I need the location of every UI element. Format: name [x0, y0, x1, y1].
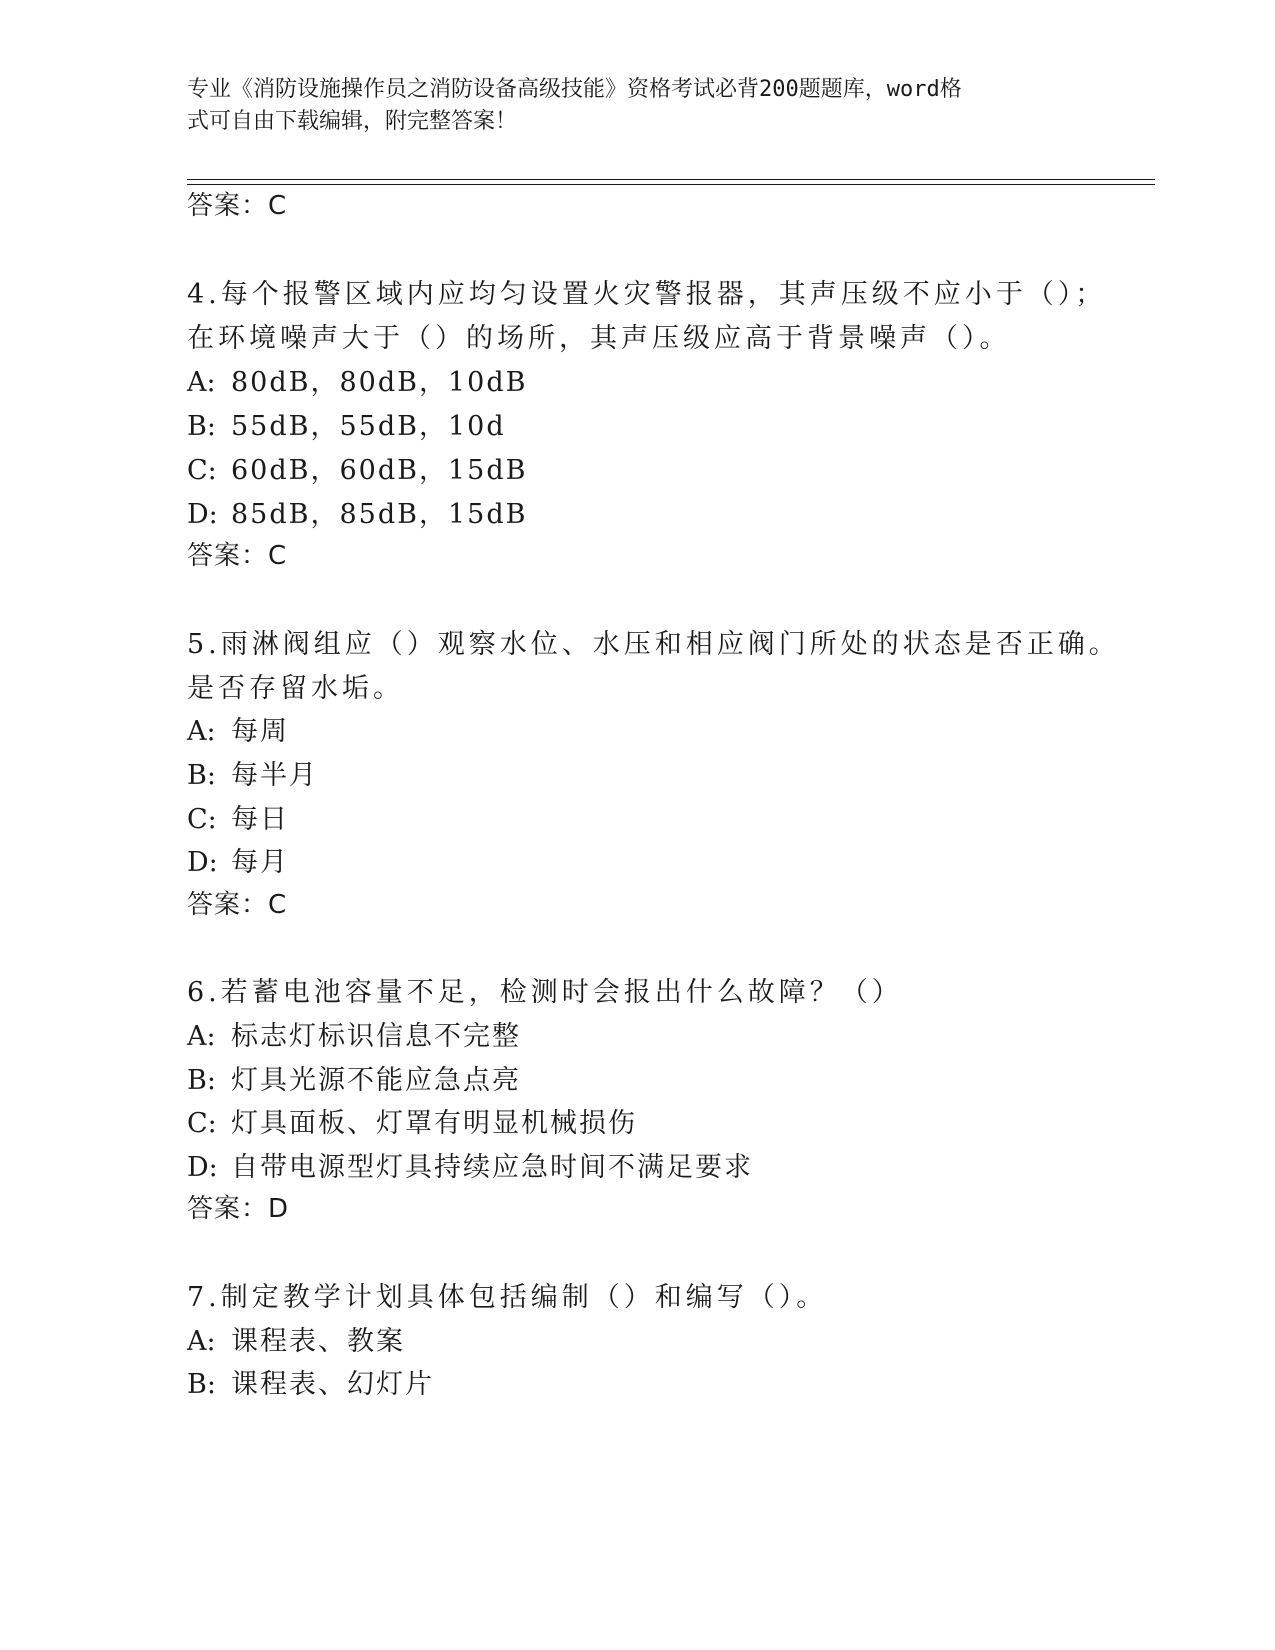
question-6-option-c: C: 灯具面板、灯罩有明显机械损伤	[187, 1108, 637, 1139]
answer-q5: 答案：C	[187, 890, 288, 920]
header-line-1: 专业《消防设施操作员之消防设备高级技能》资格考试必背200题题库，word格	[187, 77, 962, 102]
question-5-option-b: B: 每半月	[187, 760, 318, 791]
page-header	[187, 74, 1067, 138]
question-7-line-1: 7.制定教学计划具体包括编制（）和编写（）。	[187, 1282, 828, 1313]
question-4-option-d: D: 85dB，85dB，15dB	[187, 499, 528, 530]
question-4-line-2: 在环境噪声大于（）的场所，其声压级应高于背景噪声（）。	[187, 323, 1011, 354]
question-7-option-b: B: 课程表、幻灯片	[187, 1369, 434, 1400]
header-divider-bottom	[187, 184, 1155, 185]
question-5-option-d: D: 每月	[187, 847, 289, 878]
question-6-line-1: 6.若蓄电池容量不足，检测时会报出什么故障？（）	[187, 977, 903, 1008]
question-6-option-b: B: 灯具光源不能应急点亮	[187, 1065, 521, 1096]
question-5-option-a: A: 每周	[187, 716, 289, 747]
question-4-line-1: 4.每个报警区域内应均匀设置火灾警报器，其声压级不应小于（）；	[187, 279, 1107, 310]
header-divider-top	[187, 179, 1155, 180]
question-4-option-b: B: 55dB，55dB，10d	[187, 411, 506, 442]
question-6-option-a: A: 标志灯标识信息不完整	[187, 1021, 521, 1052]
question-7-option-a: A: 课程表、教案	[187, 1326, 405, 1357]
answer-q4: 答案：C	[187, 541, 288, 571]
answer-q3: 答案：C	[187, 191, 288, 221]
question-4-option-c: C: 60dB，60dB，15dB	[187, 455, 528, 486]
question-5-option-c: C: 每日	[187, 804, 289, 835]
question-4-option-a: A: 80dB，80dB，10dB	[187, 367, 528, 398]
question-5-line-1: 5.雨淋阀组应（）观察水位、水压和相应阀门所处的状态是否正确。	[187, 629, 1120, 660]
header-line-2: 式可自由下载编辑，附完整答案！	[187, 109, 518, 134]
question-6-option-d: D: 自带电源型灯具持续应急时间不满足要求	[187, 1152, 753, 1183]
answer-q6: 答案：D	[187, 1194, 290, 1224]
question-5-line-2: 是否存留水垢。	[187, 673, 404, 704]
